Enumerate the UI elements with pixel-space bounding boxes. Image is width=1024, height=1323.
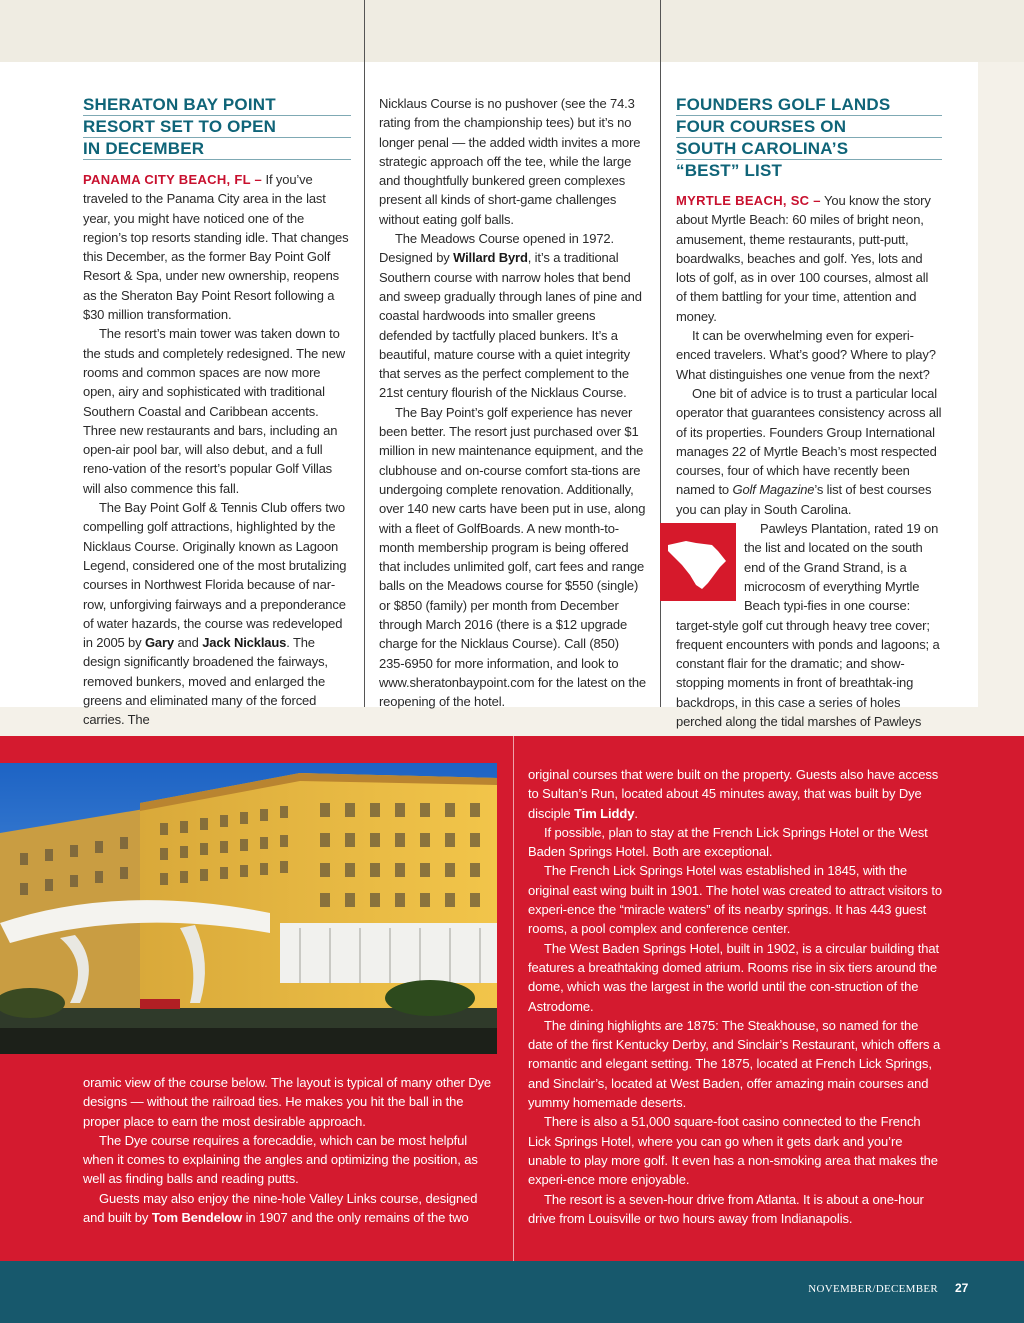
margin-strip (978, 62, 1024, 707)
sheraton-para-5 (379, 229, 647, 403)
para-text: If you’ve traveled to the Panama City area in the last year, you might have noticed one of the region’s top resorts standing idle. That changes this December, as the former Bay Point Golf Resort & Spa, under new ownership, reopens as the Sheraton Bay Point Resort following a $30 million transformation. (83, 172, 349, 323)
sheraton-headline (83, 94, 351, 160)
founders-article (676, 94, 942, 731)
para-text: , it’s a traditional Southern course with narrow holes that bend and sweep gradually through lanes of pine and coastal hardwoods into smaller greens defended by tactfully placed bunkers. It’s a beautiful, mature course with a quiet integrity that serves as the perfect complement to the 21st century flourish of the Nicklaus Course. (379, 250, 642, 401)
founders-para-3 (676, 384, 942, 519)
sheraton-article-col1 (83, 94, 351, 730)
hotel-photo (0, 763, 497, 1054)
para-text: Pawleys Plantation, rated 19 on the list and located on the south end of the Grand Strand, is a microcosm of everything Myrtle Beach typi-fies in one course: target-style golf cut through heavy tree cover; frequent encounters with ponds and lagoons; a constant flair for the dramatic; and show-stopping moments in front of breathtak-ing backdrops, in this case a series of holes perched along the tidal marshes of Pawleys (676, 521, 940, 730)
french-lick-col1 (83, 1073, 498, 1227)
french-lick-para-5: If possible, plan to stay at the French Lick Springs Hotel or the West Baden Springs Hotel. Both are exceptional. (528, 824, 928, 860)
headline-line: SOUTH CAROLINA’S (676, 138, 942, 160)
issue-label: NOVEMBER/DECEMBER (808, 1283, 938, 1295)
french-lick-para-7: The West Baden Springs Hotel, built in 1902, is a circular building that features a breathtaking domed atrium. Rooms rise in six tiers around the dome, which was the largest in the world until the con-struction of the Astrodome. (528, 940, 940, 1014)
headline-line: IN DECEMBER (83, 138, 351, 160)
french-lick-col2 (528, 765, 943, 1228)
para-text: Guests may also enjoy the nine-hole Valley Links course, designed and built by (83, 1190, 478, 1226)
headline-line: “BEST” LIST (676, 161, 783, 180)
founders-para-2: It can be overwhelming even for experi-enced travelers. What’s good? Where to play? What distinguishes one venue from the next? (676, 328, 936, 382)
magazine-title: Golf Magazine (732, 482, 815, 498)
french-lick-para-8: The dining highlights are 1875: The Steakhouse, so named for the date of the first Kentucky Derby, and Sinclair’s Restaurant, which offers a romantic and elegant setting. The 1875, located at French Lick Springs, and Sinclair’s, located at West Baden, offer amazing main courses and yummy homemade deserts. (528, 1017, 941, 1111)
para-text: ’s list of best courses you can play in South Carolina. (676, 482, 932, 517)
para-text: and (177, 635, 199, 651)
sheraton-para-4: Nicklaus Course is no pushover (see the 74.3 rating from the championship tees) but it’s no longer penal — the added width invites a more strategic approach off the tee, while the large and thoughtfully bunkered green complexes present all kinds of short-game challenges without eating golf balls. (379, 96, 641, 227)
dateline: PANAMA CITY BEACH, FL – (83, 172, 263, 187)
top-band (0, 0, 1024, 62)
person-name: Gary (144, 635, 174, 651)
french-lick-para-2: The Dye course requires a forecaddie, which can be most helpful when it comes to explaining the angles and optimizing the position, as well as finding balls and reading putts. (83, 1132, 478, 1187)
column-rule (513, 736, 514, 1261)
para-text: The Meadows Course opened in 1972. Designed by (379, 231, 614, 266)
sheraton-para-1 (83, 170, 351, 324)
person-name: Tom Bendelow (151, 1210, 243, 1226)
page-number: 27 (955, 1281, 969, 1295)
sheraton-article-col2 (379, 94, 647, 712)
para-text: One bit of advice is to trust a particular local operator that guarantees consistency across all of its properties. Founders Group International manages 22 of Myrtle Beach’s most respected courses, four of which have recently been named to (676, 385, 942, 498)
french-lick-para-9: There is also a 51,000 square-foot casino connected to the French Lick Springs Hotel, where you can go when it gets dark and you’re unable to play more golf. It even has a non-smoking area that makes the experi-ence more enjoyable. (528, 1114, 938, 1188)
person-name: Jack Nicklaus (202, 635, 287, 651)
para-text: . The design significantly broadened the fairways, removed bunkers, moved and enlarged the greens and eliminated many of the forced carries. The (83, 635, 328, 728)
headline-line: RESORT SET TO OPEN (83, 116, 351, 138)
column-rule (364, 0, 365, 62)
para-text: . (634, 805, 638, 821)
french-lick-para-3 (83, 1189, 498, 1228)
french-lick-para-4 (528, 765, 943, 823)
sheraton-para-6: The Bay Point’s golf experience has never been better. The resort just purchased over $1 million in new maintenance equipment, and the clubhouse and on-course comfort sta-tions are undergoing complete renovation. Additionally, over 140 new carts have been put in use, along with a fleet of GolfBoards. A new month-to-month membership program is being offered that includes unlimited golf, cart fees and range balls on the Meadows course for $550 (single) or $850 (family) per month from December through March 2016 (there is a $12 upgrade charge for the Nicklaus Course). Call (850) 235-6950 for more information, and look to www.sheratonbaypoint.com for the latest on the reopening of the hotel. (379, 404, 646, 710)
para-text: You know the story about Myrtle Beach: 60 miles of bright neon, amusement, theme restaurants, putt-putt, boardwalks, beaches and golf. Yes, lots and lots of golf, as in over 100 courses, almost all of them battling for your time, attention and money. (676, 193, 931, 324)
person-name: Tim Liddy (574, 805, 635, 821)
headline-line: SHERATON BAY POINT (83, 94, 351, 116)
dateline: MYRTLE BEACH, SC – (676, 193, 821, 208)
para-text: in 1907 and the only remains of the two (242, 1210, 469, 1226)
sheraton-para-3 (83, 498, 351, 730)
sheraton-para-2: The resort’s main tower was taken down to the studs and completely redesigned. The new rooms and common spaces are now more open, airy and sophisticated with traditional Southern Coastal and Caribbean accents. Three new restaurants and bars, including an open-air pool bar, will also debut, and a full reno-vation of the resort’s popular Golf Villas will also commence this fall. (83, 326, 345, 496)
person-name: Willard Byrd (453, 250, 528, 266)
founders-para-4 (676, 519, 942, 731)
para-text: original courses that were built on the property. Guests also have access to Sultan’s Run, located about 45 minutes away, that was built by Dye disciple (528, 767, 939, 821)
hotel-illustration (0, 763, 497, 1054)
para-text: The Bay Point Golf & Tennis Club offers two compelling golf attractions, highlighted by the Nicklaus Course. Originally known as Lagoon Legend, considered one of the most brutalizing courses in Northwest Florida because of nar-row, unforgiving fairways and a preponderance of water hazards, the course was redeveloped in 2005 by (83, 500, 347, 651)
headline-line: FOUR COURSES ON (676, 116, 942, 138)
column-rule (660, 62, 661, 707)
french-lick-para-6: The French Lick Springs Hotel was established in 1845, with the original east wing built in 1901. The hotel was created to attract visitors to experi-ence the “miracle waters” of its nearby springs. It has 443 guest rooms, a pool complex and conference center. (528, 863, 942, 937)
column-rule (660, 0, 661, 62)
french-lick-para-10: The resort is a seven-hour drive from Atlanta. It is about a one-hour drive from Louisville or two hours away from Indianapolis. (528, 1191, 924, 1226)
column-rule (364, 62, 365, 707)
french-lick-para-1: oramic view of the course below. The layout is typical of many other Dye designs — without the railroad ties. He makes you hit the ball in the proper place to earn the most desirable approach. (83, 1075, 492, 1129)
headline-line: FOUNDERS GOLF LANDS (676, 94, 942, 116)
founders-para-1 (676, 191, 942, 326)
south-carolina-map-icon (660, 523, 736, 601)
founders-headline (676, 94, 942, 181)
sc-map-shape (660, 523, 736, 601)
